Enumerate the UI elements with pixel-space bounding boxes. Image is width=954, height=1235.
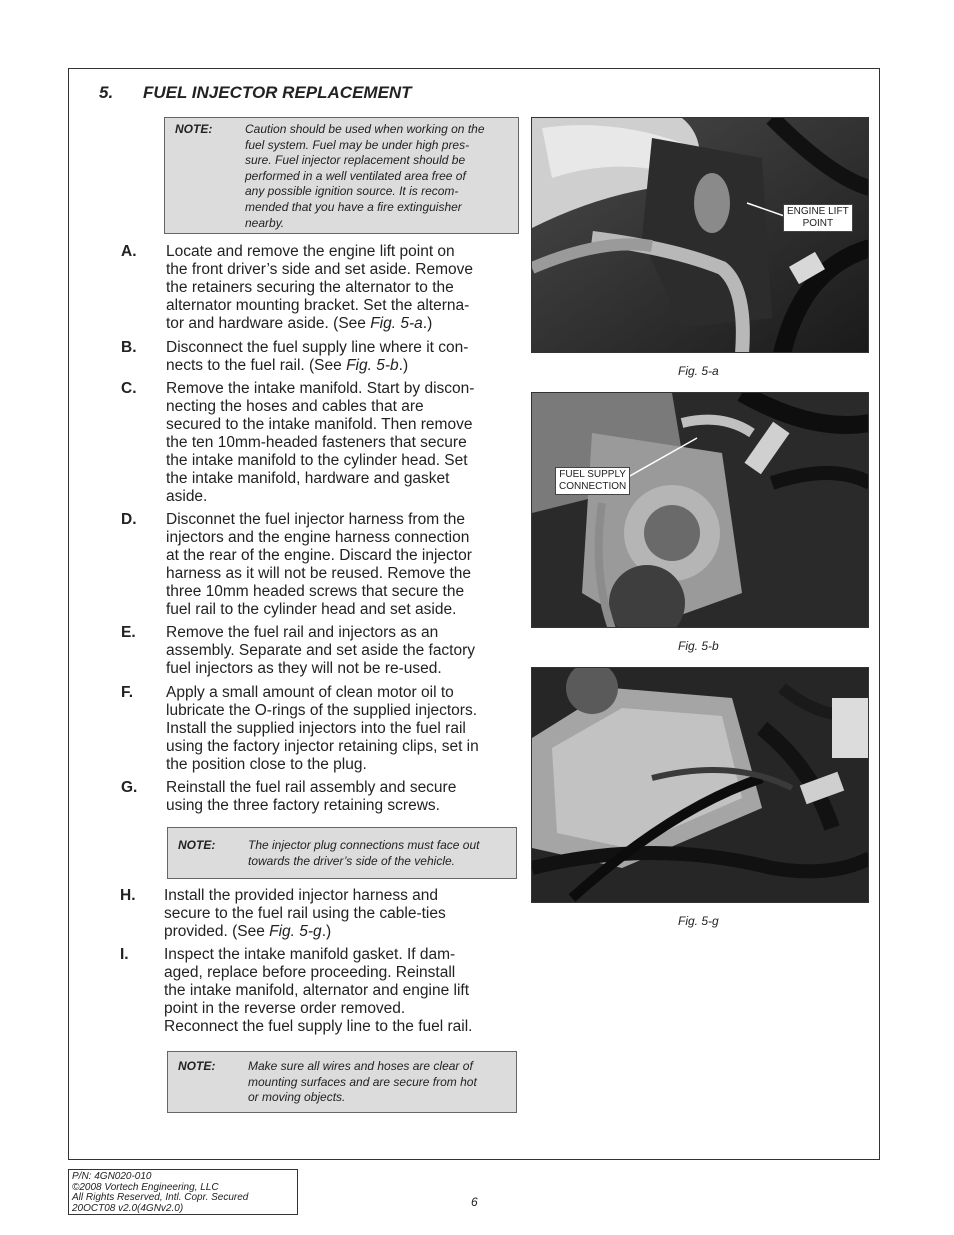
step-text-end: .) xyxy=(398,357,409,374)
step-letter: D. xyxy=(121,511,137,528)
note-text: Make sure all wires and hoses are clear of mounting surfaces and are secure from hot or moving objects. xyxy=(248,1059,477,1105)
section-number: 5. xyxy=(99,83,114,102)
callout-engine-lift-point: ENGINE LIFT POINT xyxy=(783,204,853,232)
figure-reference: Fig. 5-a xyxy=(370,315,423,332)
step-text: Remove the intake manifold. Start by discon- necting the hoses and cables that are secured to the intake manifold. Then remove the ten 10mm-headed fasteners that secure the intake manifold to the cylinder head. Set the intake manifold, hardware and gasket aside. xyxy=(166,380,475,505)
note-text: Caution should be used when working on the fuel system. Fuel may be under high pres- sure. Fuel injector replacement should be performed in a well ventilated area free of any possible ignition source. It is recom- mended that you have a fire extinguisher nearby. xyxy=(245,122,485,230)
figure-5g-caption: Fig. 5-g xyxy=(678,914,719,928)
note-box-caution xyxy=(164,117,519,234)
figure-reference: Fig. 5-g xyxy=(269,923,322,940)
engine-lift-photo-illustration xyxy=(532,118,869,353)
step-text: Disconnect the fuel supply line where it con- nects to the fuel rail. (See xyxy=(166,339,469,374)
step-letter: I. xyxy=(120,946,129,963)
step-letter: B. xyxy=(121,339,137,356)
step-text: Inspect the intake manifold gasket. If dam- aged, replace before proceeding. Reinstall the intake manifold, alternator and engine lift point in the reverse order removed. Reconnect the fuel supply line to the fuel rail. xyxy=(164,946,473,1035)
step-letter: F. xyxy=(121,684,134,701)
injector-harness-photo-illustration xyxy=(532,668,869,903)
figure-5g-photo xyxy=(531,667,869,903)
section-title xyxy=(99,83,412,103)
note-text: The injector plug connections must face out towards the driver’s side of the vehicle. xyxy=(248,838,480,868)
step-letter: E. xyxy=(121,624,136,641)
step-letter: C. xyxy=(121,380,137,397)
step-letter: H. xyxy=(120,887,136,904)
figure-reference: Fig. 5-b xyxy=(346,357,399,374)
fuel-supply-photo-illustration xyxy=(532,393,869,628)
step-text: Apply a small amount of clean motor oil to lubricate the O-rings of the supplied injectors. Install the supplied injectors into the fuel rail using the factory injector retaining clips, set in the position close to the plug. xyxy=(166,684,479,773)
note-label: NOTE: xyxy=(178,1059,216,1073)
note-label: NOTE: xyxy=(178,838,216,852)
step-text: Disconnet the fuel injector harness from the injectors and the engine harness connection at the rear of the engine. Discard the injector harness as it will not be reused. Remove the three 10mm headed screws that secure the fuel rail to the cylinder head and set aside. xyxy=(166,511,472,618)
figure-5a-photo xyxy=(531,117,869,353)
step-letter: A. xyxy=(121,243,137,260)
figure-5b-caption: Fig. 5-b xyxy=(678,639,719,653)
step-text: Reinstall the fuel rail assembly and secure using the three factory retaining screws. xyxy=(166,779,457,814)
note-box-injector-plug xyxy=(167,827,517,879)
section-title-text: FUEL INJECTOR REPLACEMENT xyxy=(143,83,412,102)
step-text: Install the provided injector harness and secure to the fuel rail using the cable-ties provided. (See xyxy=(164,887,446,940)
callout-fuel-supply-connection: FUEL SUPPLY CONNECTION xyxy=(555,467,630,495)
note-label: NOTE: xyxy=(175,122,213,136)
figure-5a-caption: Fig. 5-a xyxy=(678,364,719,378)
page-number: 6 xyxy=(471,1195,478,1209)
step-text-end: .) xyxy=(422,315,433,332)
step-text-end: .) xyxy=(321,923,332,940)
step-letter: G. xyxy=(121,779,138,796)
note-box-wires-hoses xyxy=(167,1051,517,1113)
step-text: Locate and remove the engine lift point on the front driver’s side and set aside. Remove the retainers securing the alternator to the alternator mounting bracket. Set the alterna- tor and hardware aside. (See xyxy=(166,243,474,332)
footer-part-info: P/N: 4GN020-010 ©2008 Vortech Engineering, LLC All Rights Reserved, Intl. Copr. Secured 20OCT08 v2.0(4GNv2.0) xyxy=(68,1169,298,1215)
step-text: Remove the fuel rail and injectors as an assembly. Separate and set aside the factory fuel injectors as they will not be re-used. xyxy=(166,624,476,677)
figure-5b-photo xyxy=(531,392,869,628)
